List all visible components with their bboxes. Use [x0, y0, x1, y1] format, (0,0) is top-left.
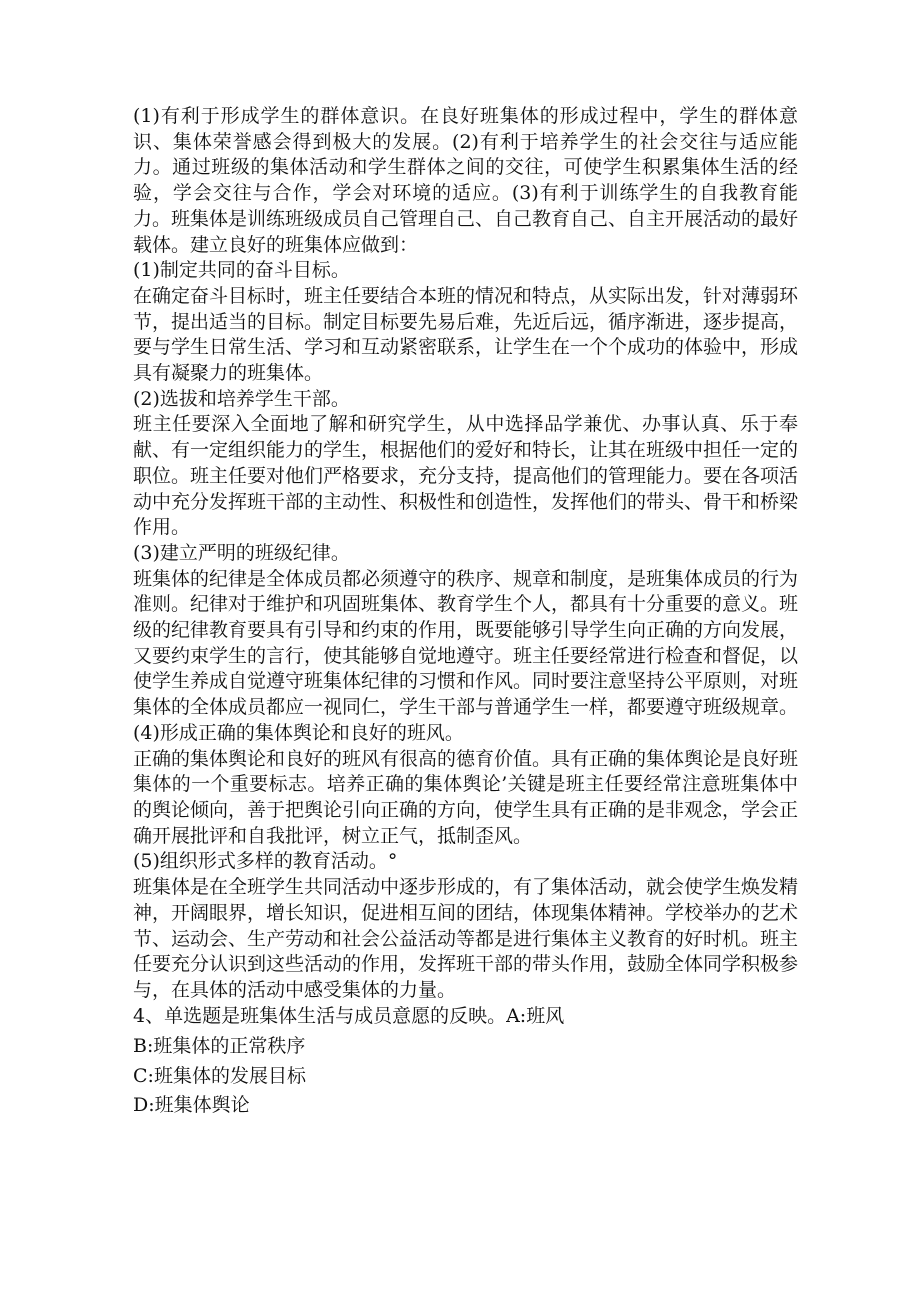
option-b: B:班集体的正常秩序: [133, 1035, 306, 1058]
activities-paragraph: 班集体是在全班学生共同活动中逐步形成的，有了集体活动，就会使学生焕发精神，开阔眼界，增长知识，促进相互间的团结，体现集体精神。学校举办的艺术节、运动会、生产劳动和社会公益活动等都是进行集体主义教育的好时机。班主任要充分认识到这些活动的作用，发挥班干部的带头作用，鼓励全体同学积极参与，在具体的活动中感受集体的力量。: [133, 876, 799, 1001]
cadre-paragraph: 班主任要深入全面地了解和研究学生，从中选择品学兼优、办事认真、乐于奉献、有一定组织能力的学生，根据他们的爱好和特长，让其在班级中担任一定的职位。班主任要对他们严格要求，充分支持，提高他们的管理能力。要在各项活动中充分发挥班干部的主动性、积极性和创造性，发挥他们的带头、骨干和桥梁作用。: [133, 413, 799, 539]
discipline-paragraph: 班集体的纪律是全体成员都必须遵守的秩序、规章和制度，是班集体成员的行为准则。纪律对于维护和巩固班集体、教育学生个人，都具有十分重要的意义。班级的纪律教育要具有引导和约束的作用，既要能够引导学生向正确的方向发展，又要约束学生的言行，使其能够自觉地遵守。班主任要经常进行检查和督促，以使学生养成自觉遵守班集体纪律的习惯和作风。同时要注意坚持公平原则，对班集体的全体成员都应一视同仁，学生干部与普通学生一样，都要遵守班级规章。: [133, 567, 799, 719]
heading-cadre: (2)选拔和培养学生干部。: [133, 387, 350, 410]
option-d: D:班集体舆论: [133, 1094, 250, 1117]
heading-goal: (1)制定共同的奋斗目标。: [133, 259, 350, 282]
intro-paragraph: (1)有利于形成学生的群体意识。在良好班集体的形成过程中，学生的群体意识、集体荣誉感会得到极大的发展。(2)有利于培养学生的社会交往与适应能力。通过班级的集体活动和学生群体之间的交往，可使学生积累集体生活的经验，学会交往与合作，学会对环境的适应。(3)有利于训练学生的自我教育能力。班集体是训练班级成员自己管理自己、自己教育自己、自主开展活动的最好载体。建立良好的班集体应做到：: [133, 105, 799, 256]
goal-paragraph: 在确定奋斗目标时，班主任要结合本班的情况和特点，从实际出发，针对薄弱环节，提出适当的目标。制定目标要先易后难，先近后远，循序渐进，逐步提高，要与学生日常生活、学习和互动紧密联系，让学生在一个个成功的体验中，形成具有凝聚力的班集体。: [133, 284, 799, 385]
heading-discipline: (3)建立严明的班级纪律。: [133, 541, 350, 564]
document-body: [133, 104, 798, 1121]
option-c: C:班集体的发展目标: [133, 1064, 306, 1087]
opinion-paragraph: 正确的集体舆论和良好的班风有很高的德育价值。具有正确的集体舆论是良好班集体的一个重要标志。培养正确的集体舆论’关键是班主任要经常注意班集体中的舆论倾向，善于把舆论引向正确的方向，使学生具有正确的是非观念，学会正确开展批评和自我批评，树立正气，抵制歪风。: [133, 747, 799, 847]
heading-opinion: (4)形成正确的集体舆论和良好的班风。: [133, 721, 464, 744]
heading-activities: (5)组织形式多样的教育活动。°: [133, 850, 398, 873]
answer-options: [133, 1032, 798, 1121]
question-stem: 4、单选题是班集体生活与成员意愿的反映。A:班风: [133, 1004, 565, 1027]
